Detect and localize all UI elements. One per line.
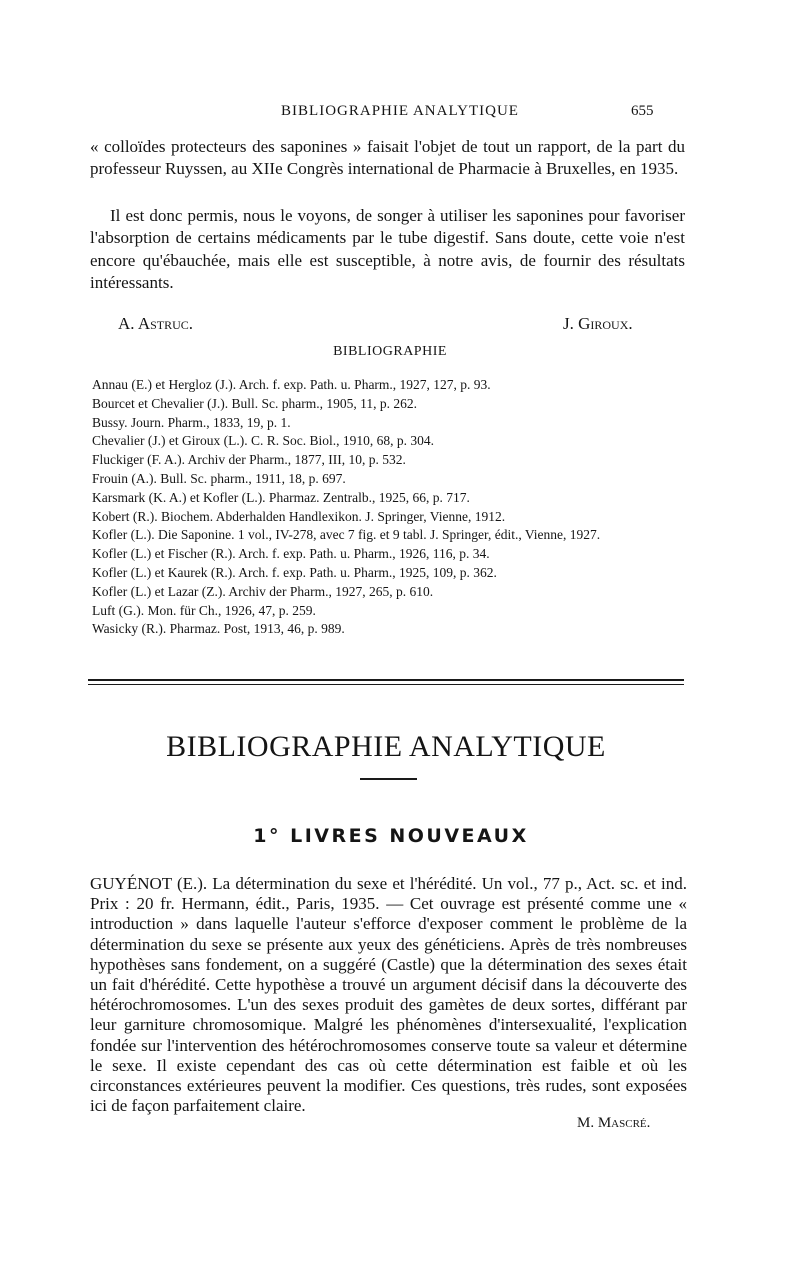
section-divider-thin: [88, 684, 684, 685]
running-header-title: BIBLIOGRAPHIE ANALYTIQUE: [281, 103, 519, 119]
bibliography-entry: Fluckiger (F. A.). Archiv der Pharm., 1877, III, 10, p. 532.: [92, 452, 406, 468]
bibliography-entry: Kofler (L.) et Lazar (Z.). Archiv der Pharm., 1927, 265, p. 610.: [92, 583, 434, 599]
bibliography-entry: Annau (E.) et Hergloz (J.). Arch. f. exp. Path. u. Pharm., 1927, 127, p. 93.: [92, 377, 491, 392]
bibliography-entry: Kofler (L.). Die Saponine. 1 vol., IV-278, avec 7 fig. et 9 tabl. J. Springer, édit., Vienne, 1927.: [92, 527, 601, 543]
bibliography-entry: Bussy. Journ. Pharm., 1833, 19, p. 1.: [92, 414, 291, 430]
author-signature-giroux: J. Giroux.: [563, 314, 633, 333]
bibliography-entry: Kofler (L.) et Fischer (R.). Arch. f. exp. Path. u. Pharm., 1926, 116, p. 34.: [92, 546, 490, 562]
bibliography-heading: BIBLIOGRAPHIE: [333, 344, 447, 359]
bibliography-entry: Wasicky (R.). Pharmaz. Post, 1913, 46, p. 989.: [92, 621, 345, 637]
bibliography-entry: Frouin (A.). Bull. Sc. pharm., 1911, 18, p. 697.: [92, 470, 346, 486]
bibliography-entry: Chevalier (J.) et Giroux (L.). C. R. Soc. Biol., 1910, 68, p. 304.: [92, 433, 434, 449]
main-title: BIBLIOGRAPHIE ANALYTIQUE: [166, 730, 606, 763]
title-underline: [360, 778, 417, 780]
bibliography-entry: Kofler (L.) et Kaurek (R.). Arch. f. exp. Path. u. Pharm., 1925, 109, p. 362.: [92, 564, 497, 580]
bibliography-entry: Bourcet et Chevalier (J.). Bull. Sc. pharm., 1905, 11, p. 262.: [92, 395, 417, 411]
bibliography-entry: Karsmark (K. A.) et Kofler (L.). Pharmaz. Zentralb., 1925, 66, p. 717.: [92, 489, 470, 505]
section-divider-thick: [88, 679, 684, 681]
author-signature-astruc: A. Astruc.: [118, 314, 194, 333]
bibliography-entry: Luft (G.). Mon. für Ch., 1926, 47, p. 259.: [92, 602, 316, 618]
bibliography-list: [92, 376, 687, 639]
article-paragraph-1: « colloïdes protecteurs des saponines » faisait l'objet de tout un rapport, de la part du professeur Ruyssen, au XIIe Congrès international de Pharmacie à Bruxelles, en 1935.: [90, 137, 685, 179]
page-number: 655: [631, 103, 654, 119]
review-signature: M. Mascré.: [577, 1115, 651, 1131]
book-review: GUYÉNOT (E.). La détermination du sexe et l'hérédité. Un vol., 77 p., Act. sc. et ind. Prix : 20 fr. Hermann, édit., Paris, 1935. — Cet ouvrage est présenté comme une « introduction » dans laquelle l'auteur s'efforce d'exposer comment le problème de la détermination du sexe se présente aux yeux des généticiens. Après de très nombreuses hypothèses sans fondement, on a suggéré (Castle) que la détermination des sexes était un fait d'hérédité. Cette hypothèse a trouvé un argument décisif dans la découverte des hétérochromosomes. L'un des sexes produit des gamètes de deux sortes, différant par leur garniture chromosomique. Malgré les phénomènes d'intersexualité, l'explication fondée sur l'intervention des hétérochromosomes conserve toute sa valeur et détermine le sexe. Il existe cependant des cas où cette détermination est faible et où les circonstances extérieures peuvent la modifier. Ces questions, très rudes, sont exposées ici de façon parfaitement claire.: [90, 874, 687, 1116]
section-heading: 1° LIVRES NOUVEAUX: [253, 825, 529, 847]
bibliography-entry: Kobert (R.). Biochem. Abderhalden Handlexikon. J. Springer, Vienne, 1912.: [92, 508, 506, 524]
article-paragraph-2: Il est donc permis, nous le voyons, de songer à utiliser les saponines pour favoriser l'absorption de certains médicaments par le tube digestif. Sans doute, cette voie n'est encore qu'ébauchée, mais elle est susceptible, à notre avis, de fournir des résultats intéressants.: [90, 206, 685, 293]
